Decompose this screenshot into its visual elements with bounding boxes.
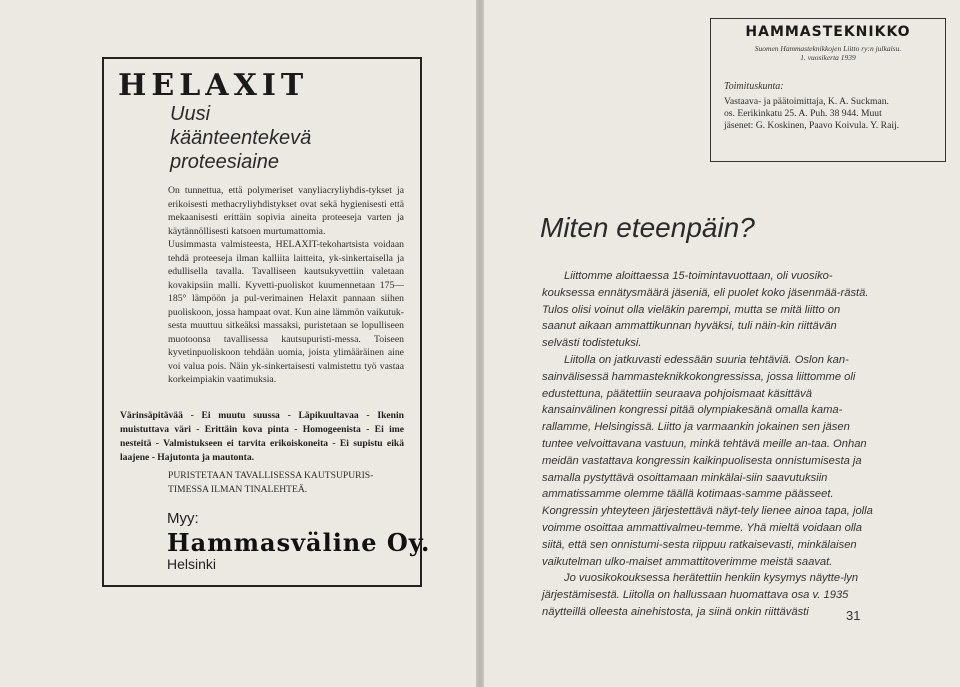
masthead-line: os. Eerikinkatu 25. A. Puh. 38 944. Muut (724, 108, 882, 119)
masthead-subtitle (710, 44, 946, 62)
article-body (542, 268, 874, 621)
ad-paragraph: On tunnettua, että polymeriset vanyliacryliyhdis-tykset ja erikoisesti methacryliyhdistykset ovat sekä hygienisesti että mekaanisesti erittäin sopivia aineita proteeseja varten ja käytännöllisesti katsoen murtumattomia. (168, 185, 404, 237)
ad-features: Värinsäpitävää - Ei muutu suussa - Läpikuultavaa - Ikenin muistuttava väri - Erittäin kova pinta - Homogeenista - Ei ime nesteitä - Valmistukseen ei tarvita erikoiskoneita - Ei supistu eikä laajene - Hajutonta ja mautonta. (120, 410, 404, 463)
ad-tagline (170, 102, 410, 174)
ad-city: Helsinki (167, 556, 217, 572)
ad-pressing-note: PURISTETAAN TAVALLISESSA KAUTSUPURIS-TIMESSA ILMAN TINALEHTEÄ. (168, 470, 374, 495)
ad-tagline-line: kääntеentekevä (170, 127, 312, 149)
ad-seller-label: Myy: (167, 510, 199, 527)
article-paragraph: Liitolla on jatkuvasti edessään suuria tehtäviä. Oslon kan-sainvälisessä hammasteknikkokongressissa, jossa liittomme oli edustettuna, päätettiin seuraava pohjoismaat käsittävä kansainvälinen kongressi pitää olympiakesänä omalla kama-rallamme, Helsingissä. Liitto ja varmaankin jokainen sen jäsen tuntee velvoittavana vastuun, minkä tehtävä meille an-taa. Onhan meidän vastattava kongressin kaikinpuolisesta onnistumisesta ja samalla pystyttävä osoittamaan minkälai-siin saavutuksiin ammatissamme olemme täällä kotimaas-samme päässeet. Kongressin yhteyteen järjestettävä näyt-tely lienee ainoa tapa, jolla voimme osoittaa ammattivalmeu-temme. Yhä mieltä voidaan olla siitä, että sen onnistumi-sesta riippuu ratkaisevasti, minkälaisen vaikutelman ulko-maiset ammattitoverimme meistä saavat. (542, 353, 873, 568)
page-number: 31 (846, 608, 861, 623)
article-title: Miten eteenpäin? (540, 212, 755, 243)
masthead-line: jäsenet: G. Koskinen, Paavo Koivula. Y. Raij. (724, 120, 900, 131)
article-paragraph: Liittomme aloittaessa 15-toimintavuottaan, oli vuosiko-kouksessa ennätysmäärä jäseniä, eli puolet koko jäsenmää-rästä. Tulos olisi voinut olla vieläkin parempi, mutta se mitä liitto on saanut aikaan ammattikunnan hyväksi, tuli näin-kin riittävän selvästi todistetuksi. (542, 270, 869, 350)
ad-tagline-line: Uusi (170, 103, 211, 125)
masthead-subtitle-line: Suomen Hammasteknikkojen Liitto ry:n julkaisu. (754, 44, 902, 53)
article-paragraph: Jo vuosikokouksessa herätettiin henkiin kysymys näytte-lyn järjestämisestä. Liitolla on hallussaan huomattava osa v. 1935 näytteillä olleesta ainehistosta, ja siinä onkin riittävästi (542, 572, 859, 618)
masthead-label: Toimituskunta: (724, 81, 784, 92)
ad-paragraph: Uusimmasta valmisteesta, HELAXIT-tekohartsista voidaan tehdä proteeseja ilman kalliita laitteita, yk-sinkertaisella ja edullisella tavalla. Tavalliseen kautsukyvettiin valetaan kovakipsiin malli. Kyvetti-puoliskot kuumennetaan 175—185° lämpöön ja pul-verimainen Helaxit pannaan siihen puoliskoon, jossa hampaat ovat. Kun aine lämmön vaikutuk-sesta muuttuu sitkeäksi massaksi, puristetaan se lopulliseen muotoonsa tavallisessa kautsupuristi-messa. Toiseen kyvetinpuoliskoon tehdään uomia, joista ylimääräinen aine voi valua pois. Näin yk-sinkertaisesti valmistettu työ vastaa korkeimpiakin vaatimuksia. (168, 239, 404, 385)
masthead-line: Vastaava- ja päätoimittaja, K. A. Suckman. (724, 96, 889, 107)
ad-company-name: Hammasväline Oy. (167, 528, 431, 557)
masthead-subtitle-line: 1. vuosikerta 1939 (800, 53, 856, 62)
masthead-details (724, 96, 944, 132)
ad-body-text (168, 184, 404, 387)
ad-tagline-line: proteesiaine (170, 151, 279, 173)
book-gutter (476, 0, 484, 687)
masthead-title: HAMMASTEKNIKKO (745, 24, 911, 40)
ad-logo: HELAXIT (118, 68, 309, 103)
